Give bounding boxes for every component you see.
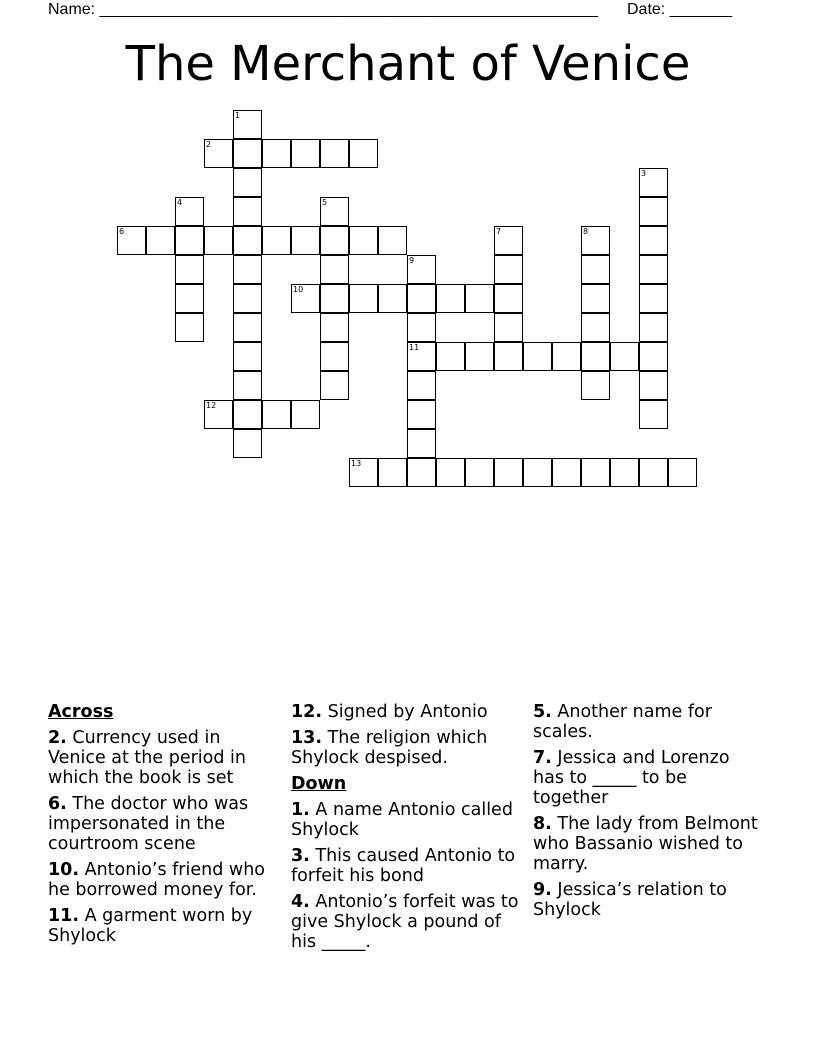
clue-number-label: 7 [496, 227, 502, 236]
clue-text: A garment worn by Shylock [48, 906, 253, 946]
clue-down-8 [533, 814, 765, 874]
grid-cell[interactable] [175, 255, 204, 284]
grid-cell[interactable] [407, 371, 436, 400]
clue-number-label: 12 [206, 401, 217, 410]
grid-cell[interactable] [407, 429, 436, 458]
crossword-grid [0, 0, 816, 500]
grid-cell[interactable] [639, 226, 668, 255]
clue-text: The doctor who was impersonated in the courtroom scene [48, 794, 249, 854]
clue-number: 12. [291, 702, 323, 722]
clue-text: Another name for scales. [533, 702, 712, 742]
grid-cell[interactable] [349, 226, 378, 255]
grid-cell[interactable] [175, 284, 204, 313]
clue-number-label: 8 [583, 227, 589, 236]
grid-cell[interactable] [233, 139, 262, 168]
clue-number: 2. [48, 728, 67, 748]
clue-text: Antonio’s friend who he borrowed money for. [48, 860, 265, 900]
clue-number-label: 9 [409, 256, 415, 265]
grid-cell[interactable] [494, 342, 523, 371]
clue-number: 11. [48, 906, 80, 926]
name-field-line: Name: ________________________________________________________ [48, 1, 598, 18]
grid-cell[interactable] [233, 255, 262, 284]
clue-number: 13. [291, 728, 323, 748]
clue-text: The religion which Shylock despised. [291, 728, 488, 768]
grid-cell[interactable] [668, 458, 697, 487]
grid-cell[interactable] [233, 429, 262, 458]
clue-text: Antonio’s forfeit was to give Shylock a pound of his _____. [291, 892, 519, 952]
grid-cell[interactable] [639, 342, 668, 371]
clues-column-2 [291, 702, 523, 958]
grid-cell[interactable] [436, 458, 465, 487]
across-heading: Across [48, 702, 114, 722]
grid-cell[interactable] [610, 342, 639, 371]
grid-cell[interactable] [639, 284, 668, 313]
grid-cell[interactable] [233, 342, 262, 371]
grid-cell[interactable] [407, 458, 436, 487]
clue-number: 10. [48, 860, 80, 880]
grid-cell[interactable] [639, 458, 668, 487]
clue-number-label: 13 [351, 459, 362, 468]
down-heading: Down [291, 774, 347, 794]
clues-column-3 [533, 702, 765, 926]
clue-number: 5. [533, 702, 552, 722]
grid-cell[interactable] [639, 197, 668, 226]
grid-cell[interactable] [581, 313, 610, 342]
clue-number: 1. [291, 800, 310, 820]
clue-across-2 [48, 728, 280, 788]
clue-number-label: 1 [235, 111, 241, 120]
grid-cell[interactable] [320, 313, 349, 342]
grid-cell[interactable] [378, 458, 407, 487]
clue-across-12 [291, 702, 523, 722]
grid-cell[interactable] [233, 168, 262, 197]
clue-across-6 [48, 794, 280, 854]
clue-across-10 [48, 860, 280, 900]
grid-cell[interactable] [291, 139, 320, 168]
clue-down-3 [291, 846, 523, 886]
clue-number-label: 6 [119, 227, 125, 236]
grid-cell[interactable] [523, 342, 552, 371]
grid-cell[interactable] [175, 313, 204, 342]
clue-text: Currency used in Venice at the period in which the book is set [48, 728, 246, 788]
clue-number-label: 3 [641, 169, 647, 178]
clue-across-11 [48, 906, 280, 946]
grid-cell[interactable] [552, 458, 581, 487]
grid-cell[interactable] [639, 371, 668, 400]
clue-down-1 [291, 800, 523, 840]
page-title: The Merchant of Venice [125, 36, 691, 92]
clues-column-1 [48, 702, 280, 952]
grid-cell[interactable] [436, 284, 465, 313]
grid-cell[interactable] [233, 371, 262, 400]
clue-number-label: 4 [177, 198, 183, 207]
grid-cell[interactable] [233, 226, 262, 255]
grid-cell[interactable] [639, 313, 668, 342]
grid-cell[interactable] [581, 255, 610, 284]
grid-cell[interactable] [552, 342, 581, 371]
clue-number-label: 10 [293, 285, 304, 294]
clue-number: 9. [533, 880, 552, 900]
clue-number-label: 5 [322, 198, 328, 207]
clue-text: The lady from Belmont who Bassanio wished to marry. [533, 814, 758, 874]
grid-cell[interactable] [494, 255, 523, 284]
grid-cell[interactable] [494, 284, 523, 313]
grid-cell[interactable] [233, 400, 262, 429]
grid-cell[interactable] [581, 342, 610, 371]
grid-cell[interactable] [349, 284, 378, 313]
clue-down-7 [533, 748, 765, 808]
grid-cell[interactable] [291, 226, 320, 255]
grid-cell[interactable] [407, 400, 436, 429]
grid-cell[interactable] [262, 400, 291, 429]
clue-text: A name Antonio called Shylock [291, 800, 513, 840]
grid-cell[interactable] [233, 313, 262, 342]
grid-cell[interactable] [146, 226, 175, 255]
grid-cell[interactable] [233, 284, 262, 313]
grid-cell[interactable] [204, 226, 233, 255]
grid-cell[interactable] [378, 284, 407, 313]
grid-cell[interactable] [581, 371, 610, 400]
grid-cell[interactable] [175, 226, 204, 255]
clue-text: Jessica’s relation to Shylock [533, 880, 727, 920]
clue-number: 8. [533, 814, 552, 834]
grid-cell[interactable] [320, 226, 349, 255]
clue-down-9 [533, 880, 765, 920]
grid-cell[interactable] [407, 313, 436, 342]
clue-text: Jessica and Lorenzo has to _____ to be together [533, 748, 730, 808]
grid-cell[interactable] [581, 458, 610, 487]
grid-cell[interactable] [639, 255, 668, 284]
clue-number-label: 11 [409, 343, 420, 352]
date-field-line: Date: _______ [627, 1, 732, 18]
clue-number: 7. [533, 748, 552, 768]
grid-cell[interactable] [407, 284, 436, 313]
clue-text: Signed by Antonio [327, 702, 488, 722]
grid-cell[interactable] [349, 139, 378, 168]
grid-cell[interactable] [320, 255, 349, 284]
grid-cell[interactable] [378, 226, 407, 255]
grid-cell[interactable] [465, 342, 494, 371]
grid-cell[interactable] [436, 342, 465, 371]
grid-cell[interactable] [465, 284, 494, 313]
clue-number: 3. [291, 846, 310, 866]
clue-down-4 [291, 892, 523, 952]
grid-cell[interactable] [581, 284, 610, 313]
grid-cell[interactable] [523, 458, 552, 487]
grid-cell[interactable] [233, 197, 262, 226]
grid-cell[interactable] [494, 313, 523, 342]
grid-cell[interactable] [291, 400, 320, 429]
grid-cell[interactable] [320, 371, 349, 400]
grid-cell[interactable] [320, 342, 349, 371]
clue-down-5 [533, 702, 765, 742]
grid-cell[interactable] [262, 226, 291, 255]
clue-number-label: 2 [206, 140, 212, 149]
grid-cell[interactable] [262, 139, 291, 168]
grid-cell[interactable] [320, 284, 349, 313]
clue-number: 6. [48, 794, 67, 814]
clue-number: 4. [291, 892, 310, 912]
grid-cell[interactable] [639, 400, 668, 429]
grid-cell[interactable] [320, 139, 349, 168]
grid-cell[interactable] [465, 458, 494, 487]
grid-cell[interactable] [610, 458, 639, 487]
clue-text: This caused Antonio to forfeit his bond [291, 846, 516, 886]
clue-across-13 [291, 728, 523, 768]
grid-cell[interactable] [494, 458, 523, 487]
